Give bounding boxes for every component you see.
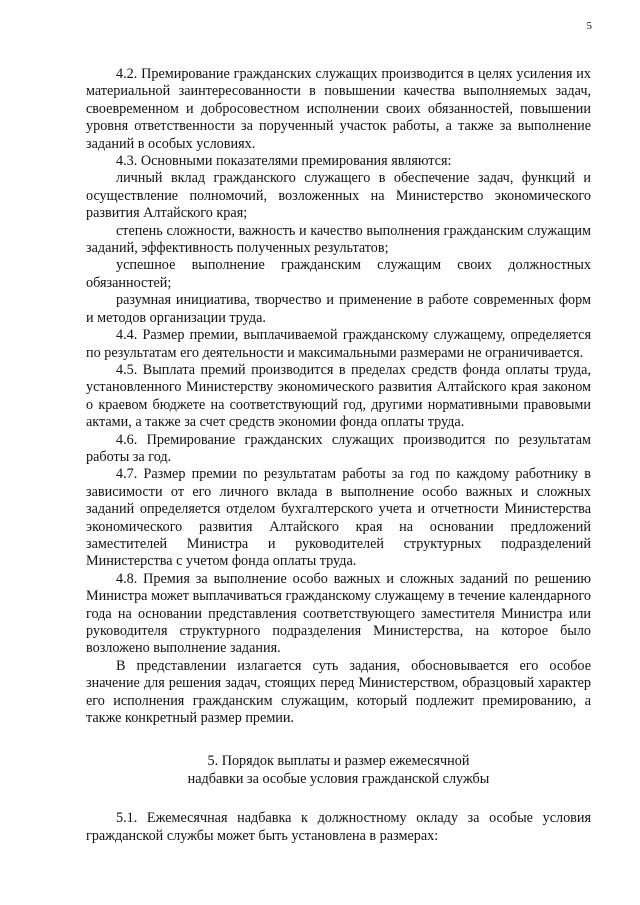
section-heading-line-1: 5. Порядок выплаты и размер ежемесячной xyxy=(207,753,470,770)
criterion-personal-contribution: личный вклад гражданского служащего в обеспечение задач, функций и осуществление полномочий, возложенных на Министерство экономического развития Алтайского края; xyxy=(86,170,591,222)
page-number: 5 xyxy=(586,20,592,32)
criterion-initiative: разумная инициатива, творчество и применение в работе современных форм и методов организации труда. xyxy=(86,292,591,326)
criterion-complexity: степень сложности, важность и качество выполнения гражданским служащим заданий, эффективность полученных результатов; xyxy=(86,222,591,257)
paragraph-4-7: 4.7. Размер премии по результатам работы за год по каждому работнику в зависимости от его личного вклада в выполнение особо важных и сложных заданий определяется отделом бухгалтерского учета и отчетности Министерства экономического развития Алтайского края на основании предложений заместителей Министра и руководителей структурных подразделений Министерства с учетом фонда оплаты труда. xyxy=(86,466,591,570)
paragraph-4-8: 4.8. Премия за выполнение особо важных и сложных заданий по решению Министра может выплачиваться гражданскому служащему в течение календарного года на основании представления соответствующего заместителя Министра или руководителя структурного подразделения Министерства, на которое было возложено выполнение задания. xyxy=(86,570,591,657)
section-heading-line-2: надбавки за особые условия гражданской службы xyxy=(187,770,490,787)
paragraph-5-1: 5.1. Ежемесячная надбавка к должностному окладу за особые условия гражданской службы может быть установлена в размерах: xyxy=(86,810,591,844)
paragraph-4-4: 4.4. Размер премии, выплачиваемой гражданскому служащему, определяется по результатам его деятельности и максимальными размерами не ограничивается. xyxy=(86,327,591,361)
paragraph-representation: В представлении излагается суть задания, обосновывается его особое значение для решения задач, стоящих перед Министерством, образцовый характер его исполнения гражданским служащим, который подлежит премированию, а также конкретный размер премии. xyxy=(86,657,591,727)
document-body xyxy=(86,66,591,845)
paragraph-4-5: 4.5. Выплата премий производится в пределах средств фонда оплаты труда, установленного Министерству экономического развития Алтайского края законом о краевом бюджете на соответствующий год, другими нормативными правовыми актами, а также за счет средств экономии фонда оплаты труда. xyxy=(86,361,591,431)
paragraph-4-6: 4.6. Премирование гражданских служащих производится по результатам работы за год. xyxy=(86,431,591,465)
section-5-heading xyxy=(86,753,591,788)
paragraph-4-3: 4.3. Основными показателями премирования являются: xyxy=(116,153,452,170)
paragraph-4-2: 4.2. Премирование гражданских служащих производится в целях усиления их материальной заинтересованности в повышении качества выполняемых задач, своевременном и добросовестном исполнении своих обязанностей, повышении уровня ответственности за порученный участок работы, а также за выполнение заданий в особых условиях. xyxy=(86,66,591,152)
criterion-duties: успешное выполнение гражданским служащим своих должностных обязанностей; xyxy=(86,257,591,291)
